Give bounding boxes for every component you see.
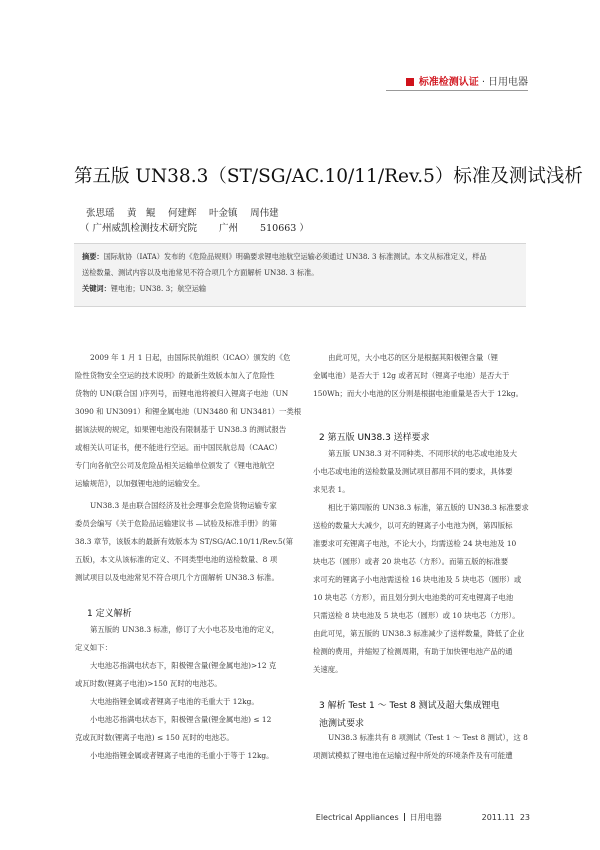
body-text-line: 2009 年 1 月 1 日起，由国际民航组织（ICAO）颁发的《危: [90, 353, 291, 362]
journal-name-cn: 日用电器: [409, 813, 442, 822]
body-text-line: 大电池芯指满电状态下，阳极锂含量(锂金属电池)>12 克: [90, 661, 277, 670]
header-category-red: 标准检测认证: [418, 77, 479, 88]
body-text-line: 金属电池）是否大于 12g 或者瓦时（锂离子电池）是否大于: [313, 371, 510, 380]
body-text-line: 小电芯或电池的送检数量及测试项目都用不同的要求，具体要: [313, 467, 513, 476]
header-rule: [386, 90, 528, 91]
section-header: [406, 73, 528, 88]
body-text-line: 10 块电芯（方形），而且划分到大电池类的可充电锂离子电池: [313, 593, 514, 602]
body-text-line: 检测的费用，并缩短了检测周期，有助于加快锂电池产品的通: [313, 647, 513, 656]
body-text-line: 据该法规的规定，如果锂电池没有限制基于 UN38.3 的测试报告: [75, 425, 287, 434]
section-heading: 2 第五版 UN38.3 送样要求: [319, 433, 430, 443]
page-footer: [316, 812, 530, 823]
body-text-line: 相比于第四版的 UN38.3 标准，第五版的 UN38.3 标准要求: [328, 503, 529, 512]
body-text-line: 关速度。: [313, 665, 343, 674]
section-heading: 3 解析 Test 1 ～ Test 8 测试及超大集成锂电: [319, 701, 500, 711]
body-text-line: 3090 和 UN3091）和锂金属电池（UN3480 和 UN3481）一类根: [75, 407, 302, 416]
journal-name: Electrical Appliances: [315, 813, 399, 822]
header-category: 日用电器: [488, 77, 528, 88]
body-text-line: 送检的数量大大减少，以可充的锂离子小电池为例，第四版标: [313, 521, 513, 530]
body-text-line: 第五版 UN38.3 对不同种类、不同形状的电芯或电池及大: [328, 449, 518, 458]
body-text-line: 或相关认可证书，便不能进行空运。而中国民航总局（CAAC）: [75, 443, 282, 452]
body-text-line: 小电池芯指满电状态下，阳极锂含量(锂金属电池) ≤ 12: [90, 715, 272, 724]
article-title: 第五版 UN38.3（ST/SG/AC.10/11/Rev.5）标准及测试浅析: [74, 166, 583, 187]
body-text-line: 克或瓦时数(锂离子电池) ≤ 150 瓦时的电池芯。: [75, 733, 234, 742]
section-heading: 池测试要求: [319, 719, 365, 729]
keywords-label: 关键词：: [82, 284, 111, 293]
header-dot: ·: [481, 77, 485, 88]
body-text-line: 险性货物安全空运的技术说明》的最新生效版本加入了危险性: [75, 371, 275, 380]
body-text-line: 块电芯（圆形）或者 20 块电芯（方形）。而第五版的标准要: [313, 557, 509, 566]
body-text-line: 准要求可充锂离子电池，不论大小，均需送检 24 块电池及 10: [313, 539, 517, 548]
body-text-line: 测试项目以及电池常见不符合项几个方面解析 UN38.3 标准。: [75, 573, 279, 582]
body-text-line: 项测试模拟了锂电池在运输过程中所处的环境条件及有可能遭: [313, 751, 513, 760]
author-affiliation: （ 广州威凯检测技术研究院 广州 510663 ）: [80, 223, 309, 234]
body-text-line: 大电池指锂金属或者锂离子电池的毛重大于 12kg。: [90, 697, 259, 706]
page-number: 23: [519, 813, 530, 822]
footer-divider: [404, 813, 405, 821]
body-text-line: 运输规范》，以加强锂电池的运输安全。: [75, 479, 205, 488]
body-text-line: 由此可见，第五版的 UN38.3 标准减少了送样数量，降低了企业: [313, 629, 525, 638]
issue-date: 2011.11: [481, 813, 515, 822]
body-text-line: UN38.3 标准共有 8 项测试（Test 1 ～ Test 8 测试），这 8: [328, 733, 528, 742]
body-text-line: 定义如下：: [75, 643, 112, 652]
body-text-line: 由此可见，大小电芯的区分是根据其阳极锂含量（锂: [328, 353, 498, 362]
keywords-line: [82, 284, 206, 294]
body-text-line: 求可充的锂离子小电池需送检 16 块电池及 5 块电芯（圆形）或: [313, 575, 522, 584]
body-text-line: 只需送检 8 块电池及 5 块电芯（圆形）或 10 块电芯（方形）。: [313, 611, 520, 620]
abstract-line-2: 送检数量、测试内容以及电池常见不符合项几个方面解析 UN38. 3 标准。: [82, 268, 319, 277]
body-text-line: 货物的 UN(联合国 )序列号，而锂电池将被归入锂离子电池（UN: [75, 389, 289, 398]
red-square-icon: [406, 78, 414, 86]
abstract-text-1: 国际航协（IATA）发布的《危险品规则》明确要求锂电池航空运输必须通过 UN38. 3 标准测试。本文从标准定义，样品: [103, 252, 487, 261]
body-text-line: 专门向各航空公司及危险品相关运输单位颁发了《锂电池航空: [75, 461, 275, 470]
body-text-line: 38.3 章节，该版本的最新有效版本为 ST/SG/AC.10/11/Rev.5(第: [75, 537, 293, 546]
body-text-line: 第五版的 UN38.3 标准，修订了大小电芯及电池的定义，: [90, 625, 280, 634]
author-names: 张思瑶 黄 鲲 何建辉 叶金镇 周伟建: [86, 208, 279, 219]
body-text-line: 或瓦时数(锂离子电池)>150 瓦时的电池芯。: [75, 679, 222, 688]
abstract-label: 摘要：: [82, 252, 104, 261]
body-text-line: 150Wh；而大小电池的区分则是根据电池重量是否大于 12kg。: [313, 389, 524, 398]
body-text-line: 小电池指锂金属或者锂离子电池的毛重小于等于 12kg。: [90, 751, 274, 760]
keywords-text: 锂电池；UN38. 3；航空运输: [110, 284, 207, 293]
body-text-line: 五版)，本文从该标准的定义、不同类型电池的送检数量、8 项: [75, 555, 278, 564]
section-heading: 1 定义解析: [87, 609, 132, 619]
body-text-line: 求见表 1。: [313, 485, 350, 494]
body-text-line: 委员会编写《关于危险品运输建议书 —试验及标准手册》的第: [75, 519, 277, 528]
body-text-line: UN38.3 是由联合国经济及社会理事会危险货物运输专家: [90, 501, 277, 510]
abstract-line-1: [82, 252, 487, 262]
